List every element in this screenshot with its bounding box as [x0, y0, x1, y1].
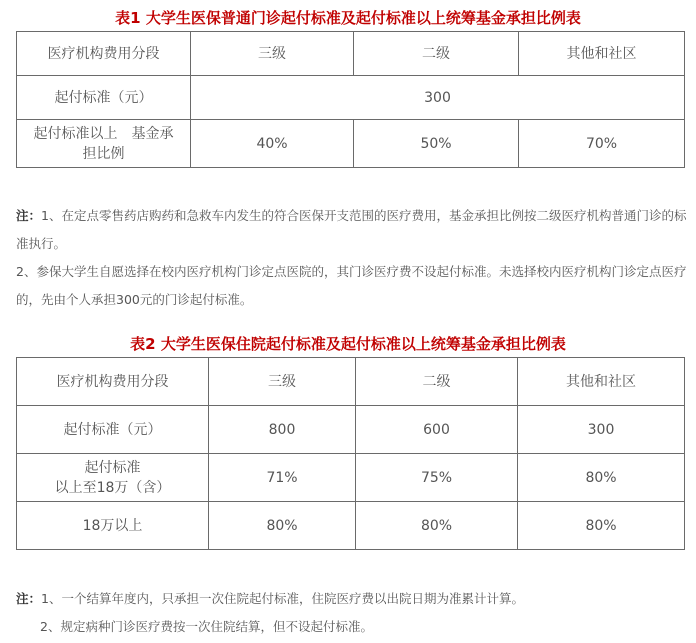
table2-header-cell: 二级 — [356, 358, 518, 406]
row-label: 起付标准以上 基金承担比例 — [17, 120, 191, 168]
note1-line1 — [16, 202, 688, 258]
table1-header-cell: 其他和社区 — [519, 32, 685, 76]
note1-line2: 2、参保大学生自愿选择在校内医疗机构门诊定点医院的，其门诊医疗费不设起付标准。未选择校内医疗机构门诊定点医疗的，先由个人承担300元的门诊起付标准。 — [16, 264, 687, 307]
table-row — [17, 406, 685, 454]
table-cell: 71% — [209, 454, 356, 502]
note1 — [16, 202, 688, 314]
table2 — [16, 357, 685, 550]
row-label: 18万以上 — [17, 502, 209, 550]
table-cell: 75% — [356, 454, 518, 502]
table2-header-cell: 其他和社区 — [518, 358, 685, 406]
table2-header-row — [17, 358, 685, 406]
table-cell: 80% — [518, 502, 685, 550]
table-cell: 80% — [209, 502, 356, 550]
note2-line1 — [16, 585, 688, 613]
note-prefix: 注： — [16, 591, 42, 606]
note-prefix: 注： — [16, 208, 42, 223]
table-cell: 300 — [191, 76, 685, 120]
table1 — [16, 31, 685, 168]
row-label: 起付标准 以上至18万（含） — [17, 454, 209, 502]
table-cell: 600 — [356, 406, 518, 454]
table-row — [17, 76, 685, 120]
table-cell: 800 — [209, 406, 356, 454]
table-row — [17, 454, 685, 502]
table1-header-row — [17, 32, 685, 76]
note2 — [16, 585, 688, 641]
table-cell: 300 — [518, 406, 685, 454]
table1-title: 表1 大学生医保普通门诊起付标准及起付标准以上统筹基金承担比例表 — [115, 9, 581, 27]
row-label: 起付标准（元） — [17, 406, 209, 454]
table2-header-cell: 三级 — [209, 358, 356, 406]
table1-header-cell: 三级 — [191, 32, 354, 76]
note2-line2: 2、规定病种门诊医疗费按一次住院结算，但不设起付标准。 — [40, 619, 373, 634]
table2-header-cell: 医疗机构费用分段 — [17, 358, 209, 406]
table1-header-cell: 医疗机构费用分段 — [17, 32, 191, 76]
table2-title: 表2 大学生医保住院起付标准及起付标准以上统筹基金承担比例表 — [130, 335, 566, 353]
table-cell: 50% — [354, 120, 519, 168]
table-cell: 40% — [191, 120, 354, 168]
table-row — [17, 502, 685, 550]
table-cell: 70% — [519, 120, 685, 168]
table-row — [17, 120, 685, 168]
table-cell: 80% — [518, 454, 685, 502]
table-cell: 80% — [356, 502, 518, 550]
row-label: 起付标准（元） — [17, 76, 191, 120]
note-text: 1、在定点零售药店购药和急救车内发生的符合医保开支范围的医疗费用，基金承担比例按二级医疗机构普通门诊的标准执行。 — [16, 208, 687, 251]
table1-header-cell: 二级 — [354, 32, 519, 76]
note-text: 1、一个结算年度内，只承担一次住院起付标准，住院医疗费以出院日期为准累计计算。 — [41, 591, 524, 606]
